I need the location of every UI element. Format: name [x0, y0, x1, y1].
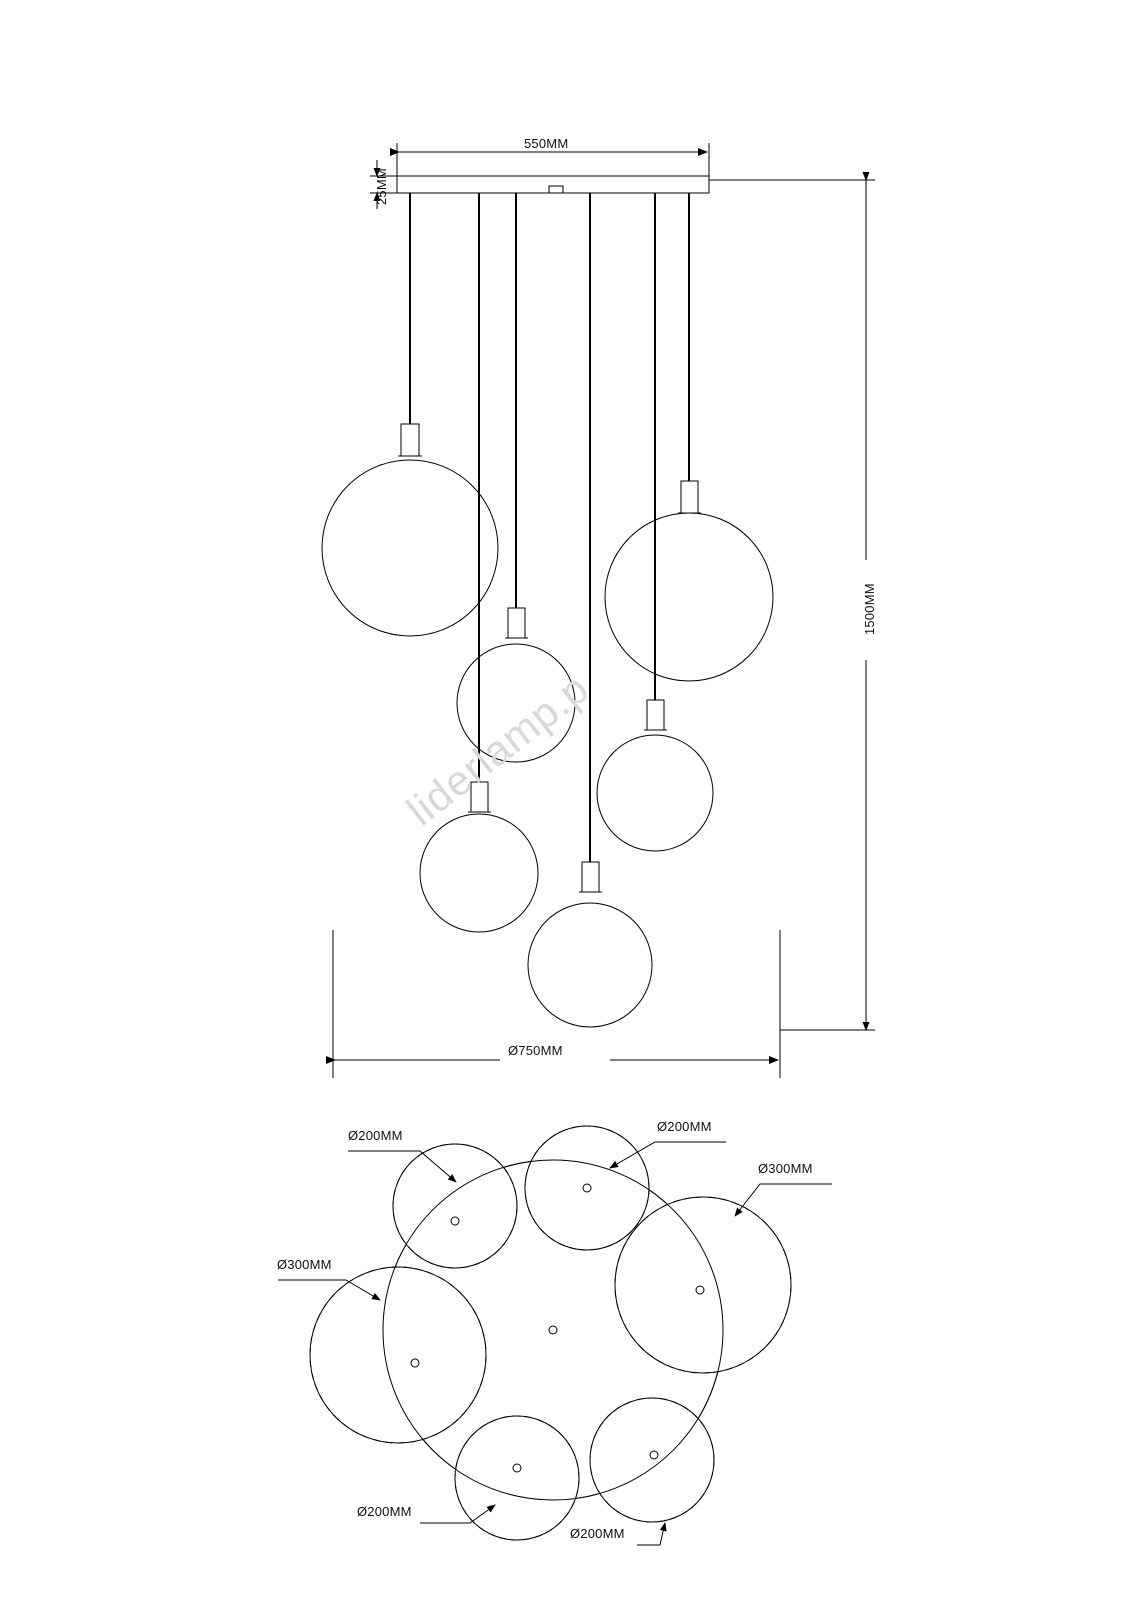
plan-label-left: Ø300MM	[277, 1257, 332, 1272]
globe-elevation-5	[605, 193, 773, 681]
globe-elevation-1	[322, 193, 498, 636]
plan-view	[278, 1126, 832, 1545]
globe-elevation-2	[457, 193, 575, 762]
plan-label-bottom-center: Ø200MM	[570, 1526, 625, 1541]
plan-globe-200-bl	[455, 1416, 579, 1540]
plan-globe-300-l	[310, 1267, 486, 1443]
plan-label-right: Ø300MM	[758, 1161, 813, 1176]
plan-label-bottom-left: Ø200MM	[357, 1504, 412, 1519]
dim-label-drop-height: 1500MM	[862, 583, 877, 635]
watermark: liderlamp.p	[398, 664, 598, 835]
dim-label-canopy-height: 25MM	[374, 168, 389, 205]
plan-globe-200-tl	[393, 1144, 517, 1268]
canopy-bar	[397, 176, 709, 193]
plan-globe-200-br	[590, 1398, 714, 1522]
plan-label-top-right: Ø200MM	[657, 1119, 712, 1134]
dim-label-spread-diameter: Ø750MM	[508, 1043, 563, 1058]
plan-label-top-left: Ø200MM	[348, 1128, 403, 1143]
dim-label-width: 550MM	[524, 136, 569, 151]
plan-globe-300-r	[615, 1197, 791, 1373]
